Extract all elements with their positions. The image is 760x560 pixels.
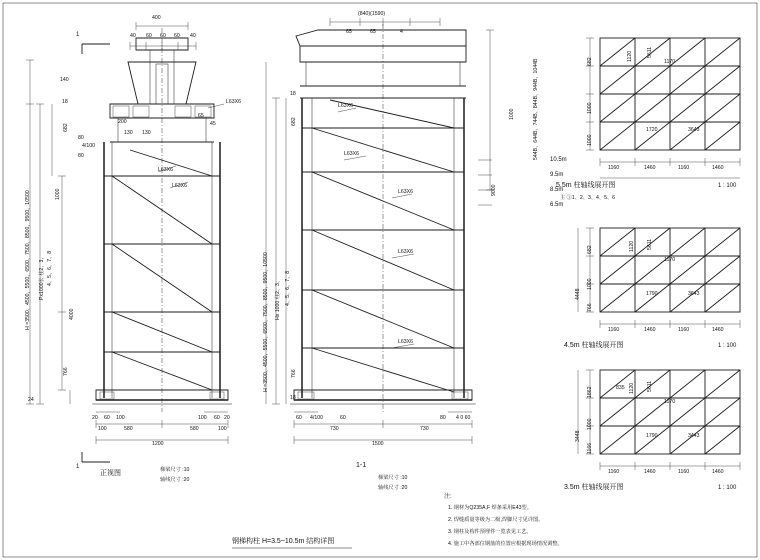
section-member-l63x6-2: L63X6 [344, 151, 360, 157]
front-inner-200: 200 [118, 119, 127, 125]
front-top-dim-40a: 40 [130, 33, 136, 39]
front-bottom-dim-100a: 100 [98, 426, 107, 432]
front-bottom-dim-580b: 580 [190, 426, 199, 432]
notes-heading: 注: [444, 494, 452, 500]
section-scale-note-2: 轴线尺寸 :20 [378, 485, 408, 491]
front-left-group: Px1000长 柱2、3、 [39, 254, 45, 300]
panel3-inner-1790: 1790 [646, 433, 658, 439]
front-left-stack-dim: H =3500、4500、5500、6500、7500、8500、9500、10500 [25, 190, 31, 330]
front-scale-note-2: 轴线尺寸 :20 [160, 477, 190, 483]
section-bd-4100: 4/100 [310, 415, 323, 421]
section-left-group: Hx 1000 柱2、3、 [275, 277, 281, 320]
section-top-4: 4 [400, 29, 403, 35]
section-bottom-dim-730a: 730 [330, 426, 339, 432]
section-member-l63x6-1: L63X6 [338, 103, 354, 109]
panel2-bottom-1460a: 1460 [644, 327, 656, 333]
panel1-inner-1120: 1120 [627, 50, 633, 62]
section-bd-60a: 60 [296, 415, 302, 421]
panel1-inner-3643: 3643 [688, 127, 700, 133]
section-bottom-dim-730b: 730 [420, 426, 429, 432]
front-inner-80b: 80 [78, 153, 84, 159]
panel2-bottom-1160b: 1160 [678, 327, 690, 333]
front-top-dim-60b: 60 [160, 33, 166, 39]
section-bd-4060: 4 0 60 [456, 415, 471, 421]
front-member-l63x6-3: L63X6 [172, 183, 188, 189]
section-mark-bottom: 1 [76, 464, 80, 470]
front-top-dim-40b: 40 [190, 33, 196, 39]
front-bd-20a: 20 [92, 415, 98, 421]
section-dim-682: 682 [291, 117, 297, 126]
panel1-bottom-1460a: 1460 [644, 165, 656, 171]
front-bd-20b: 20 [224, 415, 230, 421]
panel3-inner-3443: 3443 [688, 433, 700, 439]
front-top-dim-400: 400 [152, 15, 161, 21]
section-dim-18b: 18 [290, 395, 296, 401]
section-top-65a: 65 [346, 29, 352, 35]
section-member-l63x6-3: L63X6 [398, 189, 414, 195]
front-dim-140: 140 [60, 77, 69, 83]
front-bd-100a: 100 [116, 415, 125, 421]
panel3-scale: 1 : 100 [718, 485, 737, 491]
panel2-left-dim-1000: 1000 [587, 278, 593, 290]
panel3-bottom-1460a: 1460 [644, 469, 656, 475]
panel3-inner-5611: 5611 [647, 380, 653, 392]
panel2-inner-1790: 1790 [646, 291, 658, 297]
section-view-title: 1-1 [356, 462, 367, 469]
section-mark-top: 1 [76, 32, 80, 38]
panel1-left-dim-682: 682 [587, 57, 593, 66]
front-bottom-total: 1200 [152, 441, 164, 447]
note-3: 3. 钢柱及构件预埋件一览表见工艺。 [448, 529, 532, 535]
front-member-l63x6-1: L63X6 [226, 99, 242, 105]
section-top-65b: 65 [370, 29, 376, 35]
panel3-left-dim-1000: 1000 [587, 418, 593, 430]
front-member-l63x6-2: L63X6 [158, 167, 174, 173]
section-left-stack-dim: H =3500、4500、5500、6500、7500、8500、9500、10500 [263, 252, 269, 392]
elev-105: 10.5m [550, 157, 567, 163]
section-dim-1000: 1000 [509, 108, 515, 120]
front-inner-4100: 4/100 [82, 143, 95, 149]
panel3-left-dim-1166: 1166 [587, 442, 593, 454]
panel2-bottom-1160a: 1160 [608, 327, 620, 333]
front-scale-note-1: 梯梁尺寸 :10 [160, 467, 190, 473]
section-left-group2: 4、5、6、7、8 [285, 270, 291, 306]
panel1-left-dim-1000a: 1000 [587, 102, 593, 114]
panel1-title: 5.5m 柱轴线展开图 [556, 182, 616, 189]
front-bd-60b: 60 [214, 415, 220, 421]
section-member-l63x6-4: L63X6 [398, 249, 414, 255]
panel2-inner-1120: 1120 [629, 240, 635, 252]
panel3-title: 3.5m 柱轴线展开图 [564, 484, 624, 491]
section-top-dim: (840)(1590) [358, 11, 386, 17]
section-dim-18a: 18 [290, 91, 296, 97]
front-bd-100b: 100 [198, 415, 207, 421]
panel2-left-dim-682: 682 [587, 245, 593, 254]
section-bottom-total: 1500 [372, 441, 384, 447]
front-dim-18: 18 [62, 99, 68, 105]
front-dim-682: 682 [63, 123, 69, 132]
panel1-bottom-1160b: 1160 [678, 165, 690, 171]
section-bd-60b: 60 [340, 415, 346, 421]
panel1-subtitle: 主 ①1、2、3、4、5、6 [560, 195, 616, 201]
sheet-title: 钢梯构柱 H=3.5~10.5m 结构详图 [232, 538, 335, 545]
note-1: 1. 钢材为Q235A,F 焊条采用E43型。 [448, 505, 532, 511]
panel2-inner-3643: 3643 [688, 291, 700, 297]
panel3-bottom-1160b: 1160 [678, 469, 690, 475]
panel2-inner-1170: 1170 [664, 257, 676, 263]
section-member-l63x6-5: L63X6 [398, 339, 414, 345]
note-4: 4. 施工中各部位钢筋的位置应根据现场情况调整。 [448, 541, 563, 547]
panel3-left-dim-1862: 1862 [587, 386, 593, 398]
panel1-left-dim-1000b: 1000 [587, 134, 593, 146]
panel1-inner-1720: 1720 [646, 127, 658, 133]
section-right-stack-dim: 544B、644B、744B、844B、944B、1044B [533, 58, 539, 160]
panel3-inner-835: 835 [616, 385, 625, 391]
front-left-group2: 4、5、6、7、8 [47, 250, 53, 286]
panel2-left-total: 4448 [575, 288, 581, 300]
panel3-bottom-1160a: 1160 [608, 469, 620, 475]
front-bd-60a: 60 [104, 415, 110, 421]
panel3-left-total: 3448 [575, 430, 581, 442]
elev-85: 8.5m [550, 187, 564, 193]
front-bottom-dim-580a: 580 [124, 426, 133, 432]
panel1-scale: 1 : 100 [718, 183, 737, 189]
front-top-dim-60c: 60 [174, 33, 180, 39]
section-scale-note-1: 梯梁尺寸 :10 [378, 475, 408, 481]
front-inner-130a: 130 [124, 130, 133, 136]
front-dim-1000: 1000 [55, 188, 61, 200]
panel1-inner-5611: 5611 [647, 46, 653, 58]
front-top-dim-60a: 60 [146, 33, 152, 39]
front-bottom-dim-100b: 100 [218, 426, 227, 432]
panel1-bottom-1460b: 1460 [712, 165, 724, 171]
panel2-left-dim-766: 766 [587, 303, 593, 312]
panel2-scale: 1 : 100 [718, 343, 737, 349]
front-dim-766: 766 [63, 367, 69, 376]
panel2-title: 4.5m 柱轴线展开图 [564, 342, 624, 349]
panel3-inner-1120: 1120 [629, 382, 635, 394]
panel1-bottom-1160a: 1160 [608, 165, 620, 171]
front-inner-45: 45 [210, 121, 216, 127]
front-view-title: 正视图 [100, 470, 121, 477]
note-2: 2. 焊缝质量等级为二级,焊脚尺寸见详图。 [448, 517, 544, 523]
panel1-inner-1170: 1170 [664, 59, 676, 65]
panel2-bottom-1460b: 1460 [712, 327, 724, 333]
section-dim-9000: 9000 [491, 184, 497, 196]
panel3-bottom-1460b: 1460 [712, 469, 724, 475]
panel2-inner-5611: 5611 [647, 238, 653, 250]
front-inner-65: 65 [198, 113, 204, 119]
section-bd-80: 80 [440, 415, 446, 421]
section-dim-766: 766 [291, 369, 297, 378]
front-dim-24: 24 [28, 397, 34, 403]
elev-65: 6.5m [550, 202, 564, 208]
panel3-inner-1170: 1170 [664, 399, 676, 405]
elev-95: 9.5m [550, 172, 564, 178]
front-inner-130b: 130 [142, 130, 151, 136]
front-dim-4000: 4000 [69, 308, 75, 320]
front-inner-80a: 80 [78, 135, 84, 141]
